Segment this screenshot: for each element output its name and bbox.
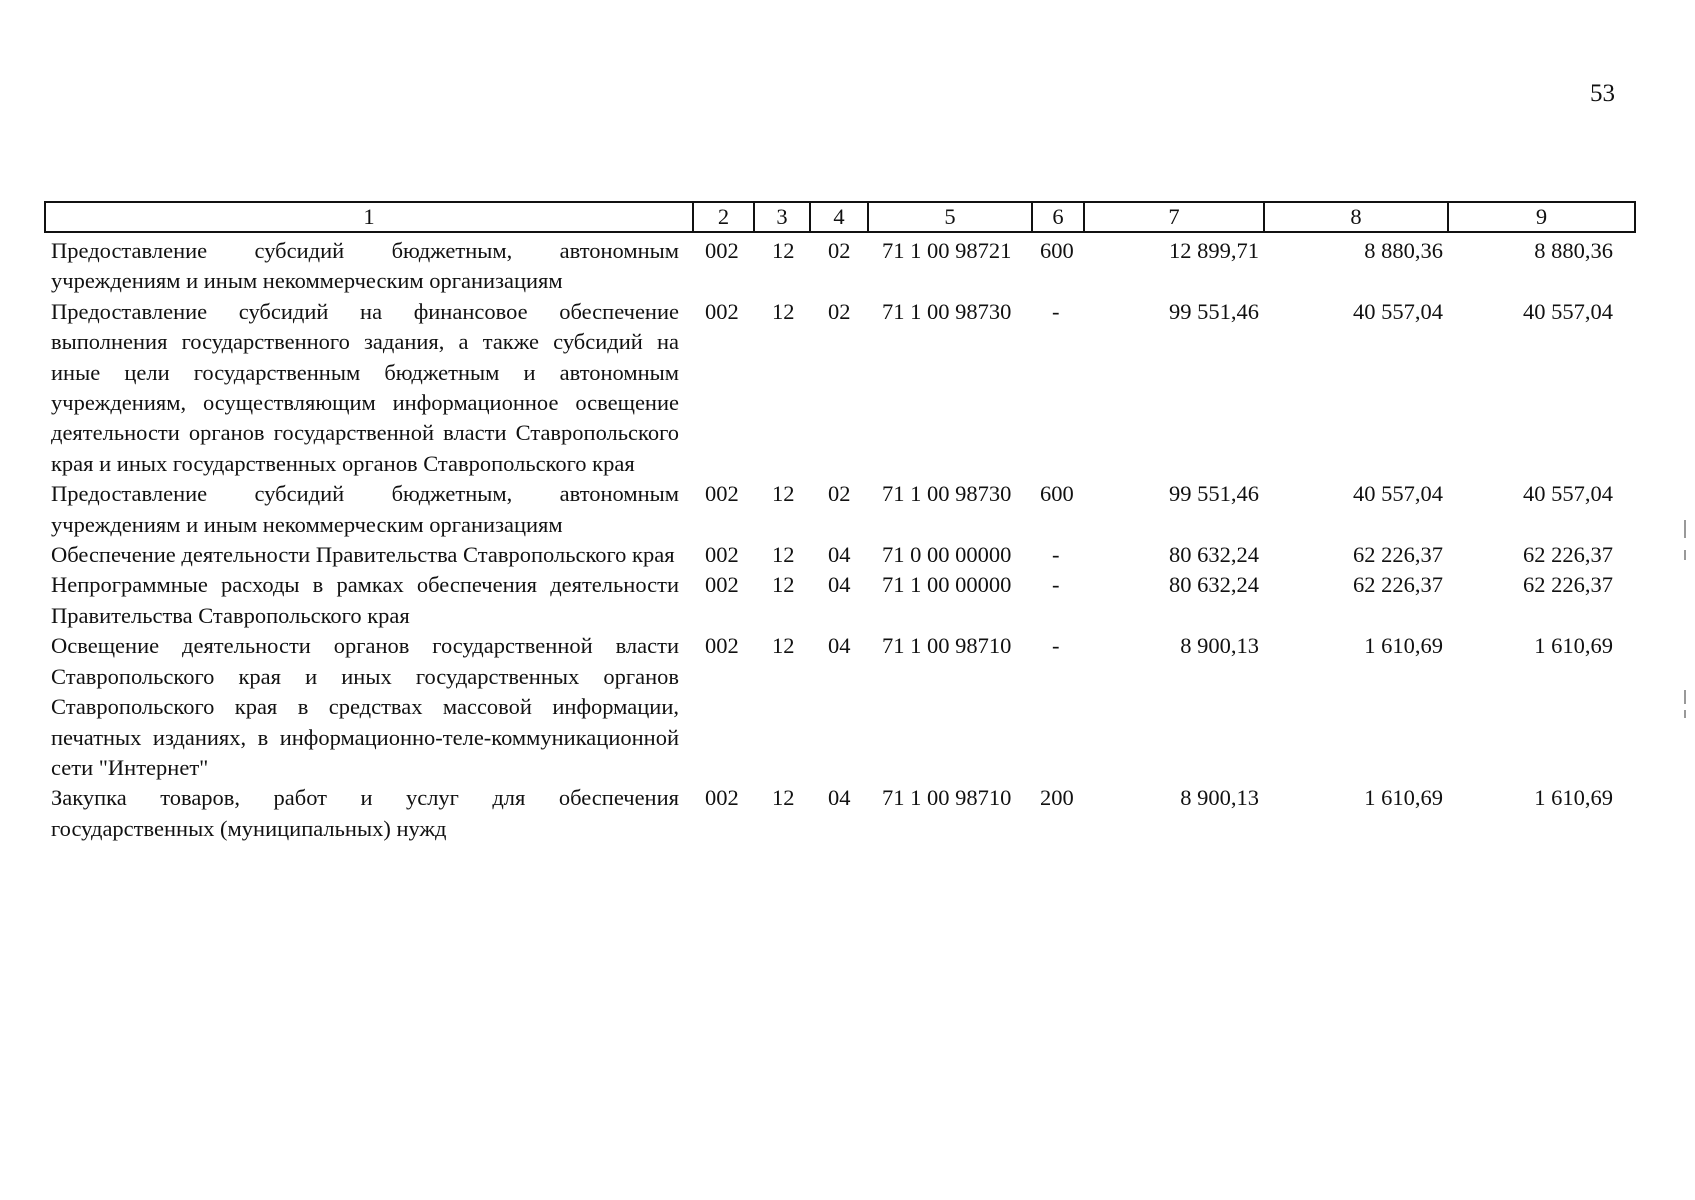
subsection-code: 04: [828, 785, 851, 811]
amount-col8: 1 610,69: [1364, 785, 1443, 811]
table-row: [45, 570, 1635, 631]
amount-col9: 40 557,04: [1523, 481, 1613, 507]
amount-col8: 8 880,36: [1364, 238, 1443, 263]
ministry-code: 002: [705, 572, 739, 598]
scan-edge-marks: [1684, 520, 1688, 720]
expense-type-code: -: [1052, 298, 1060, 324]
subsection-code: 02: [828, 481, 851, 507]
expense-type-code: 600: [1040, 238, 1074, 263]
section-code: 12: [772, 633, 795, 659]
amount-col8: 40 557,04: [1353, 481, 1443, 507]
target-article-code: 71 1 00 98710: [882, 633, 1012, 659]
amount-col7: 80 632,24: [1169, 572, 1259, 598]
subsection-code: 04: [828, 542, 851, 568]
ministry-code: 002: [705, 542, 739, 568]
amount-col7: 12 899,71: [1169, 238, 1259, 263]
table-row: [45, 783, 1635, 844]
table-row: [45, 297, 1635, 479]
expense-type-code: -: [1052, 572, 1060, 598]
table-header: [45, 202, 1635, 232]
amount-col8: 62 226,37: [1353, 572, 1443, 598]
section-code: 12: [772, 542, 795, 568]
expense-name: Закупка товаров, работ и услуг для обеспечения государственных (муниципальных) нужд: [51, 785, 679, 841]
target-article-code: 71 1 00 00000: [882, 572, 1012, 598]
ministry-code: 002: [705, 298, 739, 324]
amount-col9: 1 610,69: [1534, 785, 1613, 811]
column-header: 6: [1032, 202, 1084, 232]
table-row: [45, 631, 1635, 783]
column-header: 2: [693, 202, 754, 232]
table-row: [45, 232, 1635, 297]
target-article-code: 71 1 00 98730: [882, 298, 1012, 324]
column-header: 1: [45, 202, 693, 232]
section-code: 12: [772, 785, 795, 811]
amount-col8: 62 226,37: [1353, 542, 1443, 568]
target-article-code: 71 1 00 98710: [882, 785, 1012, 811]
amount-col8: 1 610,69: [1364, 633, 1443, 659]
section-code: 12: [772, 572, 795, 598]
ministry-code: 002: [705, 785, 739, 811]
column-header: 3: [754, 202, 810, 232]
table-row: [45, 540, 1635, 570]
section-code: 12: [772, 481, 795, 507]
expense-type-code: -: [1052, 633, 1060, 659]
ministry-code: 002: [705, 481, 739, 507]
section-code: 12: [772, 298, 795, 324]
target-article-code: 71 1 00 98721: [882, 238, 1012, 263]
expense-name: Предоставление субсидий бюджетным, автономным учреждениям и иным некоммерческим организациям: [51, 481, 679, 537]
column-header: 7: [1084, 202, 1264, 232]
amount-col7: 80 632,24: [1169, 542, 1259, 568]
page-number: 53: [1590, 80, 1615, 107]
column-header: 8: [1264, 202, 1448, 232]
target-article-code: 71 0 00 00000: [882, 542, 1012, 568]
amount-col9: 1 610,69: [1534, 633, 1613, 659]
expense-name: Освещение деятельности органов государственной власти Ставропольского края и иных государственных органов Ставропольского края в средствах массовой информации, печатных изданиях, в информационно-теле-коммуникационной сети "Интернет": [51, 633, 679, 780]
table-row: [45, 479, 1635, 540]
column-header: 5: [868, 202, 1032, 232]
amount-col7: 99 551,46: [1169, 298, 1259, 324]
amount-col9: 40 557,04: [1523, 298, 1613, 324]
ministry-code: 002: [705, 238, 739, 263]
expense-type-code: 600: [1040, 481, 1074, 507]
amount-col8: 40 557,04: [1353, 298, 1443, 324]
amount-col9: 62 226,37: [1523, 572, 1613, 598]
expense-type-code: -: [1052, 542, 1060, 568]
expense-type-code: 200: [1040, 785, 1074, 811]
expense-name: Предоставление субсидий бюджетным, автономным учреждениям и иным некоммерческим организациям: [51, 238, 679, 294]
amount-col7: 8 900,13: [1180, 633, 1259, 659]
expense-name: Предоставление субсидий на финансовое обеспечение выполнения государственного задания, а также субсидий на иные цели государственным бюджетным и автономным учреждениям, осуществляющим информационное освещение деятельности органов государственной власти Ставропольского края и иных государственных органов Ставропольского края: [51, 298, 679, 476]
ministry-code: 002: [705, 633, 739, 659]
amount-col9: 8 880,36: [1534, 238, 1613, 263]
column-header: 9: [1448, 202, 1635, 232]
subsection-code: 04: [828, 572, 851, 598]
column-header: 4: [810, 202, 868, 232]
expense-name: Непрограммные расходы в рамках обеспечения деятельности Правительства Ставропольского края: [51, 572, 679, 628]
subsection-code: 02: [828, 238, 851, 263]
amount-col7: 8 900,13: [1180, 785, 1259, 811]
budget-table: [44, 201, 1636, 844]
amount-col7: 99 551,46: [1169, 481, 1259, 507]
amount-col9: 62 226,37: [1523, 542, 1613, 568]
target-article-code: 71 1 00 98730: [882, 481, 1012, 507]
expense-name: Обеспечение деятельности Правительства Ставропольского края: [51, 542, 675, 568]
table-body: [45, 232, 1635, 844]
subsection-code: 04: [828, 633, 851, 659]
subsection-code: 02: [828, 298, 851, 324]
header-row: [45, 202, 1635, 232]
section-code: 12: [772, 238, 795, 263]
